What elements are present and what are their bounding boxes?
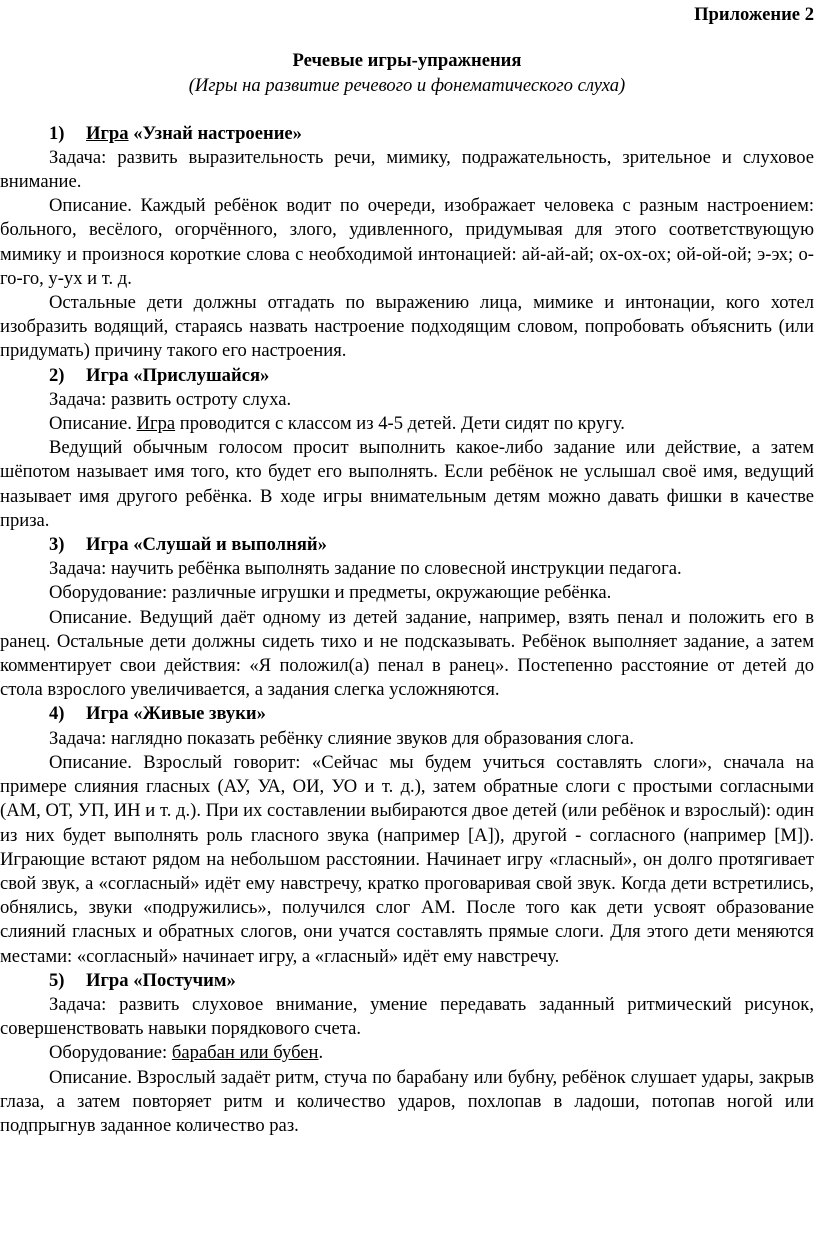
game-1-name-prefix: Игра [86,122,129,144]
document-subtitle: (Игры на развитие речевого и фонематического слуха) [188,75,626,97]
game-2-description-prefix: Описание. [49,413,137,435]
game-5-equipment-suffix: . [318,1042,324,1064]
game-3-equipment: Оборудование: различные игрушки и предметы, окружающие ребёнка. [49,582,612,604]
game-5-equipment-prefix: Оборудование: [49,1042,172,1064]
game-2-description [0,412,814,436]
game-5-description: Описание. Взрослый задаёт ритм, стуча по барабану или бубну, ребёнок слушает удары, закрыв глаза, а затем повторяет ритм и количество ударов, похлопав в ладоши, потопав ногой или подпрыгнув заданное количество раз. [0,1066,814,1136]
game-1-number: 1) [49,122,65,144]
game-2-heading [0,364,814,388]
game-3-heading [0,533,814,557]
game-3-number: 3) [49,534,65,556]
game-2-description-link: Игра [136,413,176,435]
game-4-description: Описание. Взрослый говорит: «Сейчас мы будем учиться составлять слоги», сначала на примере слияния гласных (АУ, УА, ОИ, УО и т. д.), затем обратные слоги с простыми согласными (АМ, ОТ, УП, ИН и т. д.). При их составлении выбираются двое детей (или ребёнок и взрослый): один из них будет выполнять роль гласного звука (например [А]), другой - согласного (например [М]). Играющие встают рядом на небольшом расстоянии. Начинает игру «гласный», он долго протягивает свой звук, а «согласный» идёт ему навстречу, кратко проговаривая свой звук. Когда дети встретились, обнялись, звуки «подружились», получился слог АМ. После того как дети усвоят образование слияний гласных и обратных слогов, они учатся составлять прямые слоги. Для этого дети меняются местами: «согласный» начинает игру, а «гласный» идёт ему навстречу. [0,751,814,967]
game-1-description: Описание. Каждый ребёнок водит по очереди, изображает человека с разным настроением: больного, весёлого, огорчённого, злого, удивленного, придумывая для этого соответствующую мимику и произнося короткие слова с необходимой интонацией: ай-ай-ай; ох-ох-ох; ой-ой-ой; э-эх; о-го-го, у-ух и т. д. [0,195,814,289]
game-2-number: 2) [49,364,65,386]
game-2-description-rest: проводится с классом из 4-5 детей. Дети сидят по кругу. [175,413,625,435]
appendix-label: Приложение 2 [694,4,814,25]
game-5-equipment-link: барабан или бубен [171,1042,319,1064]
game-4-task: Задача: наглядно показать ребёнку слияние звуков для образования слога. [49,727,635,749]
game-2-name: Игра «Прислушайся» [86,364,270,386]
game-2-extra: Ведущий обычным голосом просит выполнить какое-либо задание или действие, а затем шёпотом называет имя того, кто будет его выполнять. Если ребёнок не услышал своё имя, ведущий называет имя другого ребёнка. В ходе игры внимательным детям можно давать фишки в качестве приза. [0,437,814,531]
game-5-equipment [0,1041,814,1065]
game-1-heading [0,122,814,146]
game-4-number: 4) [49,703,65,725]
game-3-task: Задача: научить ребёнка выполнять задание по словесной инструкции педагога. [49,558,682,580]
game-4-name: Игра «Живые звуки» [86,703,266,725]
game-2-task: Задача: развить остроту слуха. [49,388,292,410]
game-1-task: Задача: развить выразительность речи, мимику, подражательность, зрительное и слуховое внимание. [0,146,814,193]
document-title: Речевые игры-упражнения [292,50,522,72]
game-1-extra: Остальные дети должны отгадать по выражению лица, мимике и интонации, кого хотел изобразить водящий, стараясь назвать настроение подходящим словом, попробовать объяснить (или придумать) причину такого его настроения. [0,292,814,362]
game-5-name: Игра «Постучим» [86,969,236,991]
game-5-number: 5) [49,969,65,991]
game-5-task: Задача: развить слуховое внимание, умение передавать заданный ритмический рисунок, совершенствовать навыки порядкового счета. [0,993,814,1040]
game-3-description: Описание. Ведущий даёт одному из детей задание, например, взять пенал и положить его в ранец. Остальные дети должны сидеть тихо и не подсказывать. Ребёнок выполняет задание, а затем комментирует свои действия: «Я положил(а) пенал в ранец». Постепенно расстояние от детей до стола взрослого увеличивается, а задания слегка усложняются. [0,606,814,701]
game-4-heading [0,702,814,726]
game-3-name: Игра «Слушай и выполняй» [86,534,327,556]
game-5-heading [0,969,814,993]
game-1-name: «Узнай настроение» [133,122,302,144]
